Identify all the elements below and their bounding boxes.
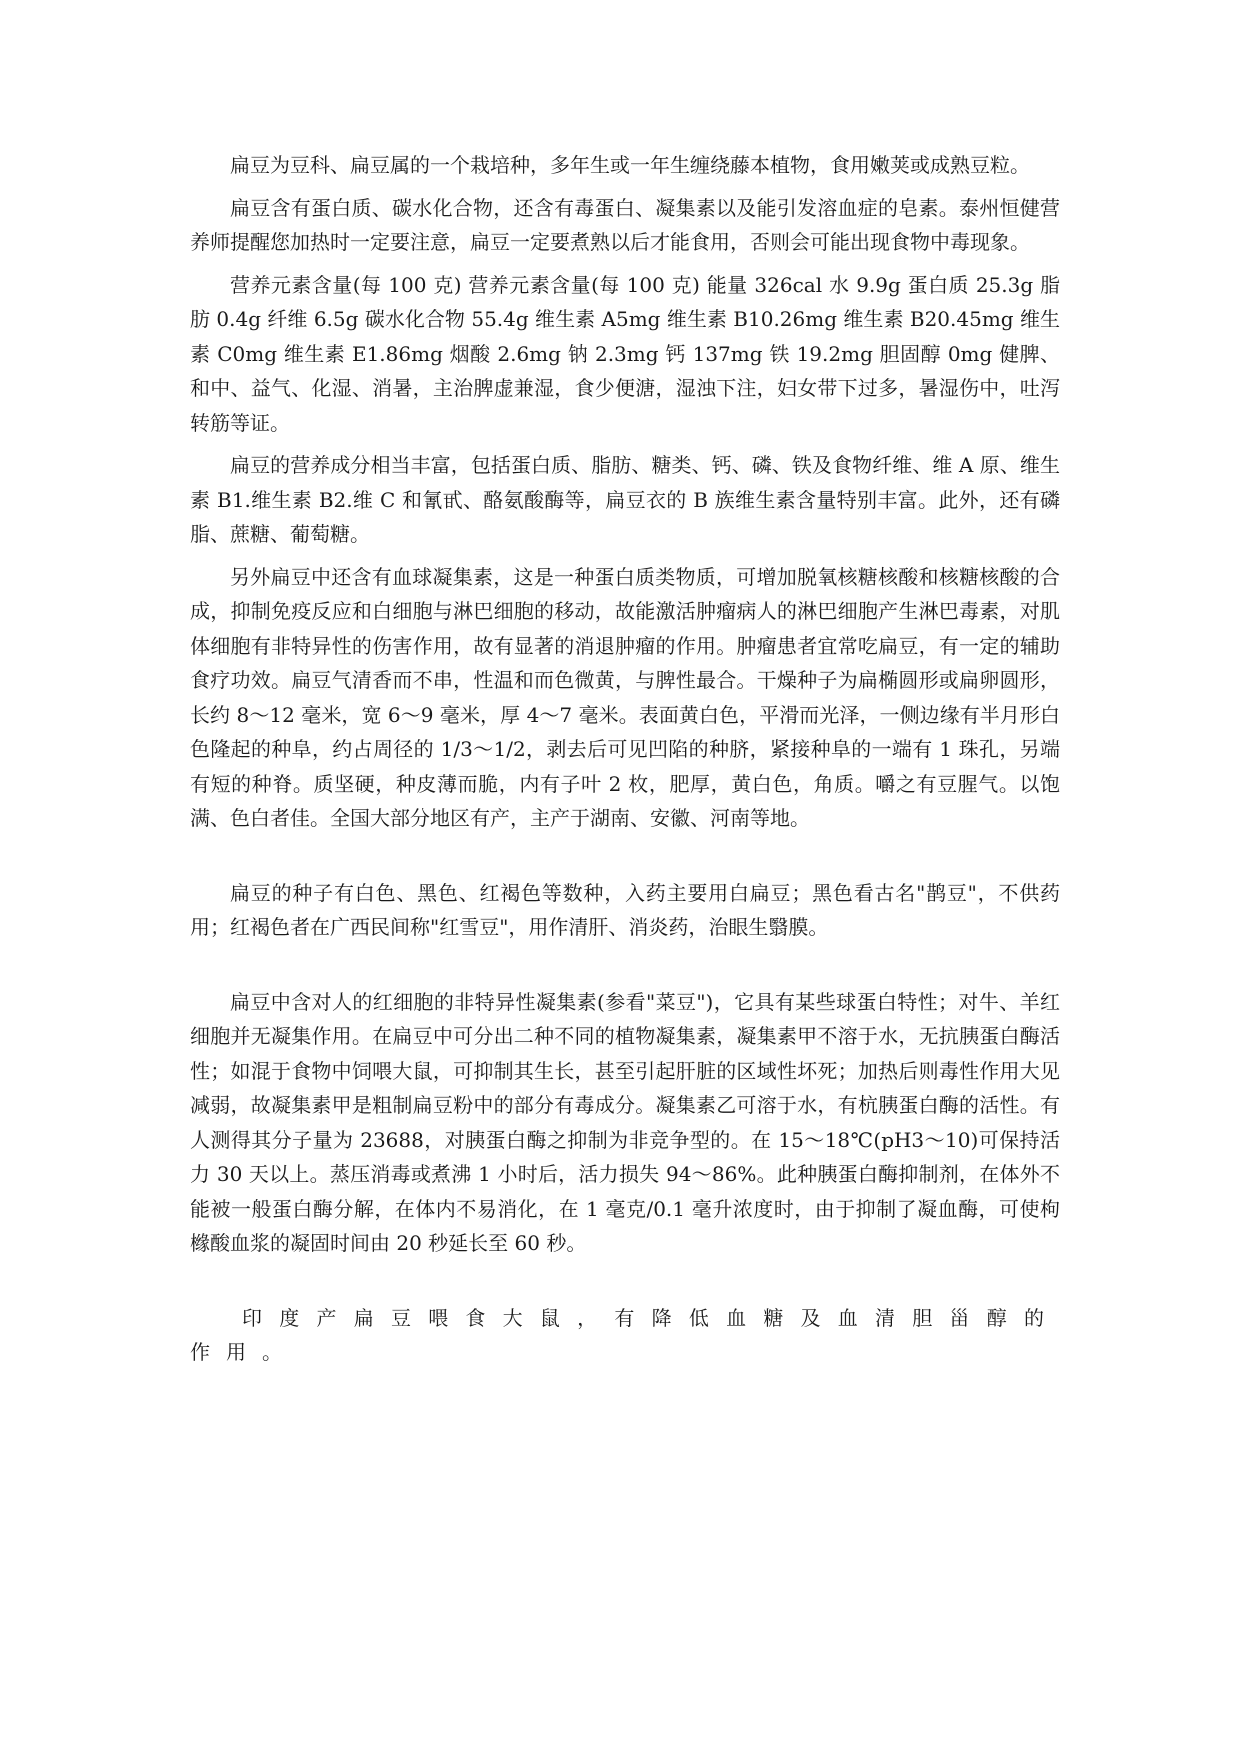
paragraph-india: 印度产扁豆喂食大鼠，有降低血糖及血清胆甾醇的作用。 [190, 1305, 1060, 1364]
paragraph-agglutinin: 另外扁豆中还含有血球凝集素，这是一种蛋白质类物质，可增加脱氧核糖核酸和核糖核酸的合成，抑制免疫反应和白细胞与淋巴细胞的移动，故能激活肿瘤病人的淋巴细胞产生淋巴毒素，对肌体细胞有非特异性的伤害作用，故有显著的消退肿瘤的作用。肿瘤患者宜常吃扁豆，有一定的辅助食疗功效。扁豆气清香而不串，性温和而色微黄，与脾性最合。干燥种子为扁椭圆形或扁卵圆形，长约 8～12 毫米，宽 6～9 毫米，厚 4～7 毫米。表面黄白色，平滑而光泽，一侧边缘有半月形白色隆起的种阜，约占周径的 1/3～1/2，剥去后可见凹陷的种脐，紧接种阜的一端有 1 珠孔，另端有短的种脊。质坚硬，种皮薄而脆，内有子叶 2 枚，肥厚，黄白色，角质。嚼之有豆腥气。以饱满、色白者佳。全国大部分地区有产，主产于湖南、安徽、河南等地。 [190, 564, 1060, 830]
paragraph-seed-colors: 扁豆的种子有白色、黑色、红褐色等数种，入药主要用白扁豆；黑色看古名"鹊豆"，不供药用；红褐色者在广西民间称"红雪豆"，用作清肝、消炎药，治眼生翳膜。 [190, 880, 1060, 939]
paragraph-intro: 扁豆为豆科、扁豆属的一个栽培种，多年生或一年生缠绕藤本植物，食用嫩荚或成熟豆粒。 [230, 153, 1030, 177]
document-body [190, 148, 1060, 1378]
paragraph-lectins: 扁豆中含对人的红细胞的非特异性凝集素(参看"菜豆")，它具有某些球蛋白特性；对牛、羊红细胞并无凝集作用。在扁豆中可分出二种不同的植物凝集素，凝集素甲不溶于水，无抗胰蛋白酶活性；如混于食物中饲喂大鼠，可抑制其生长，甚至引起肝脏的区域性坏死；加热后则毒性作用大见减弱，故凝集素甲是粗制扁豆粉中的部分有毒成分。凝集素乙可溶于水，有杭胰蛋白酶的活性。有人测得其分子量为 23688，对胰蛋白酶之抑制为非竞争型的。在 15～18℃(pH3～10)可保持活力 30 天以上。蒸压消毒或煮沸 1 小时后，活力损失 94～86%。此种胰蛋白酶抑制剂，在体外不能被一般蛋白酶分解，在体内不易消化，在 1 毫克/0.1 毫升浓度时，由于抑制了凝血酶，可使枸橼酸血浆的凝固时间由 20 秒延长至 60 秒。 [190, 989, 1060, 1255]
paragraph-warning: 扁豆含有蛋白质、碳水化合物，还含有毒蛋白、凝集素以及能引发溶血症的皂素。泰州恒健营养师提醒您加热时一定要注意，扁豆一定要煮熟以后才能食用，否则会可能出现食物中毒现象。 [190, 195, 1060, 254]
paragraph-nutrition: 营养元素含量(每 100 克) 营养元素含量(每 100 克) 能量 326cal 水 9.9g 蛋白质 25.3g 脂肪 0.4g 纤维 6.5g 碳水化合物 55.4g 维生素 A5mg 维生素 B10.26mg 维生素 B20.45mg 维生素 C0mg 维生素 E1.86mg 烟酸 2.6mg 钠 2.3mg 钙 137mg 铁 19.2mg 胆固醇 0mg 健脾、和中、益气、化湿、消暑，主治脾虚兼湿，食少便溏，湿浊下注，妇女带下过多，暑湿伤中，吐泻转筋等证。 [190, 272, 1060, 435]
paragraph-nutrients: 扁豆的营养成分相当丰富，包括蛋白质、脂肪、糖类、钙、磷、铁及食物纤维、维 A 原、维生素 B1.维生素 B2.维 C 和氰甙、酪氨酸酶等，扁豆衣的 B 族维生素含量特别丰富。此外，还有磷脂、蔗糖、葡萄糖。 [190, 453, 1060, 546]
